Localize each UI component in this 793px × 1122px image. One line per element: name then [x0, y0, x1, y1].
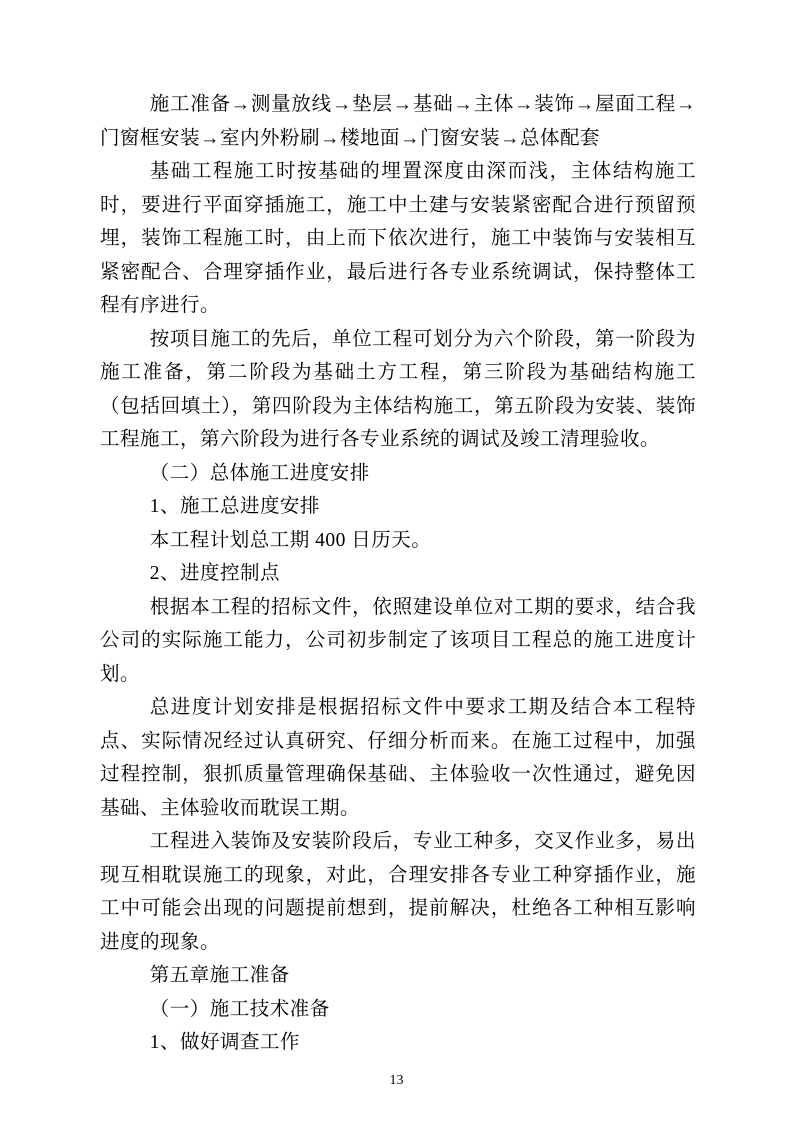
page-footer: [0, 1071, 793, 1090]
heading-section-1: （一）施工技术准备: [149, 998, 330, 1020]
paragraph-body: 本工程计划总工期 400 日历天。: [149, 529, 432, 551]
heading-subsection-2: 2、进度控制点: [149, 563, 280, 584]
paragraph-body: 工程进入装饰及安装阶段后，专业工种多，交叉作业多，易出现互相耽误施工的现象，对此，合理安排各专业工种穿插作业，施工中可能会出现的问题提前想到，提前解决，杜绝各工种相互影响进度的现象。: [100, 831, 696, 953]
heading-subsection-1: 1、施工总进度安排: [149, 496, 320, 517]
document-body: [100, 88, 696, 1060]
paragraph-body: 基础工程施工时按基础的埋置深度由深而浅，主体结构施工时，要进行平面穿插施工，施工中土建与安装紧密配合进行预留预埋，装饰工程施工时，由上而下依次进行，施工中装饰与安装相互紧密配合、合理穿插作业，最后进行各专业系统调试，保持整体工程有序进行。: [100, 161, 696, 316]
page-number: 13: [389, 1073, 404, 1088]
heading-subsection-survey: 1、做好调查工作: [149, 1032, 300, 1053]
paragraph-body: 总进度计划安排是根据招标文件中要求工期及结合本工程特点、实际情况经过认真研究、仔细分析而来。在施工过程中，加强过程控制，狠抓质量管理确保基础、主体验收一次性通过，避免因基础、主体验收而耽误工期。: [100, 697, 696, 819]
heading-section-2: （二）总体施工进度安排: [149, 462, 370, 484]
paragraph-body: 根据本工程的招标文件，依照建设单位对工期的要求，结合我公司的实际施工能力，公司初步制定了该项目工程总的施工进度计划。: [100, 596, 696, 685]
paragraph-body: 按项目施工的先后，单位工程可划分为六个阶段，第一阶段为施工准备，第二阶段为基础土方工程，第三阶段为基础结构施工（包括回填土），第四阶段为主体结构施工，第五阶段为安装、装饰工程施工，第六阶段为进行各专业系统的调试及竣工清理验收。: [100, 328, 696, 450]
heading-chapter-5: 第五章施工准备: [149, 965, 290, 986]
paragraph-process-flow: 施工准备→测量放线→垫层→基础→主体→装饰→屋面工程→门窗框安装→室内外粉刷→楼地面→门窗安装→总体配套: [100, 94, 696, 149]
